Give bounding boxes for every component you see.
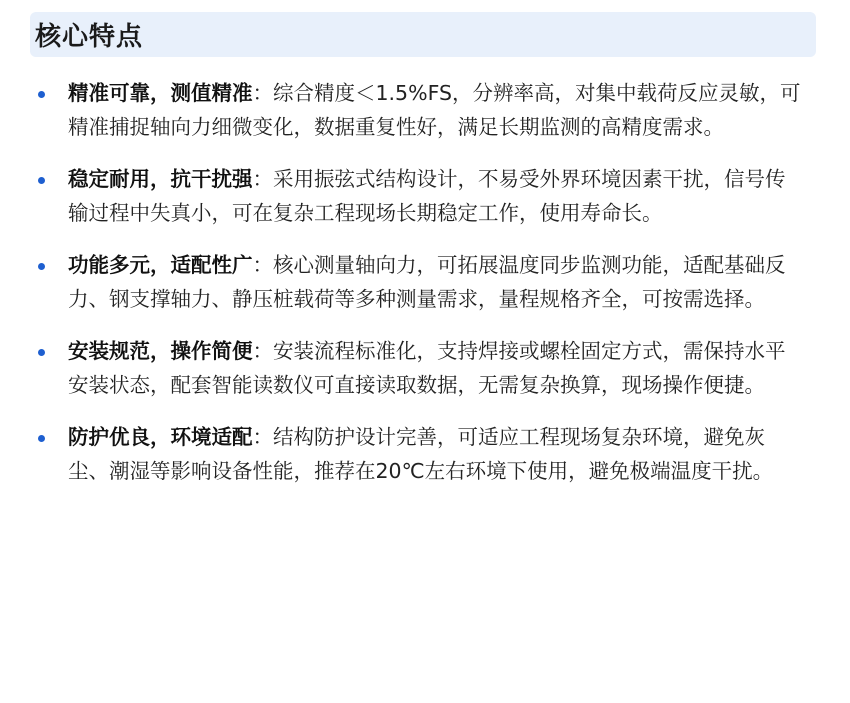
feature-title: 安装规范，操作简便 xyxy=(68,339,253,363)
feature-item-installation xyxy=(0,334,850,402)
feature-item-protection xyxy=(0,420,850,488)
section-title: 核心特点 xyxy=(35,22,144,52)
feature-description: ：采用振弦式结构设计，不易受外界环境因素干扰，信号传输过程中失真小，可在复杂工程现场长期稳定工作，使用寿命长。 xyxy=(68,167,786,225)
feature-item-accuracy xyxy=(0,76,850,144)
feature-title: 稳定耐用，抗干扰强 xyxy=(68,167,253,191)
bullet-icon xyxy=(38,177,45,184)
feature-description: ：安装流程标准化，支持焊接或螺栓固定方式，需保持水平安装状态，配套智能读数仪可直接读取数据，无需复杂换算，现场操作便捷。 xyxy=(68,339,786,397)
feature-title: 精准可靠，测值精准 xyxy=(68,81,253,105)
feature-title: 功能多元，适配性广 xyxy=(68,253,253,277)
feature-description: ：综合精度＜1.5%FS，分辨率高，对集中载荷反应灵敏，可精准捕捉轴向力细微变化，数据重复性好，满足长期监测的高精度需求。 xyxy=(68,81,801,139)
section-header xyxy=(30,12,816,57)
feature-item-stability xyxy=(0,162,850,230)
feature-description: ：核心测量轴向力，可拓展温度同步监测功能，适配基础反力、钢支撑轴力、静压桩载荷等多种测量需求，量程规格齐全，可按需选择。 xyxy=(68,253,786,311)
bullet-icon xyxy=(38,349,45,356)
bullet-icon xyxy=(38,91,45,98)
feature-item-versatility xyxy=(0,248,850,316)
bullet-icon xyxy=(38,263,45,270)
feature-description: ：结构防护设计完善，可适应工程现场复杂环境，避免灰尘、潮湿等影响设备性能，推荐在20℃左右环境下使用，避免极端温度干扰。 xyxy=(68,425,774,483)
feature-title: 防护优良，环境适配 xyxy=(68,425,253,449)
bullet-icon xyxy=(38,435,45,442)
feature-list xyxy=(0,76,850,488)
